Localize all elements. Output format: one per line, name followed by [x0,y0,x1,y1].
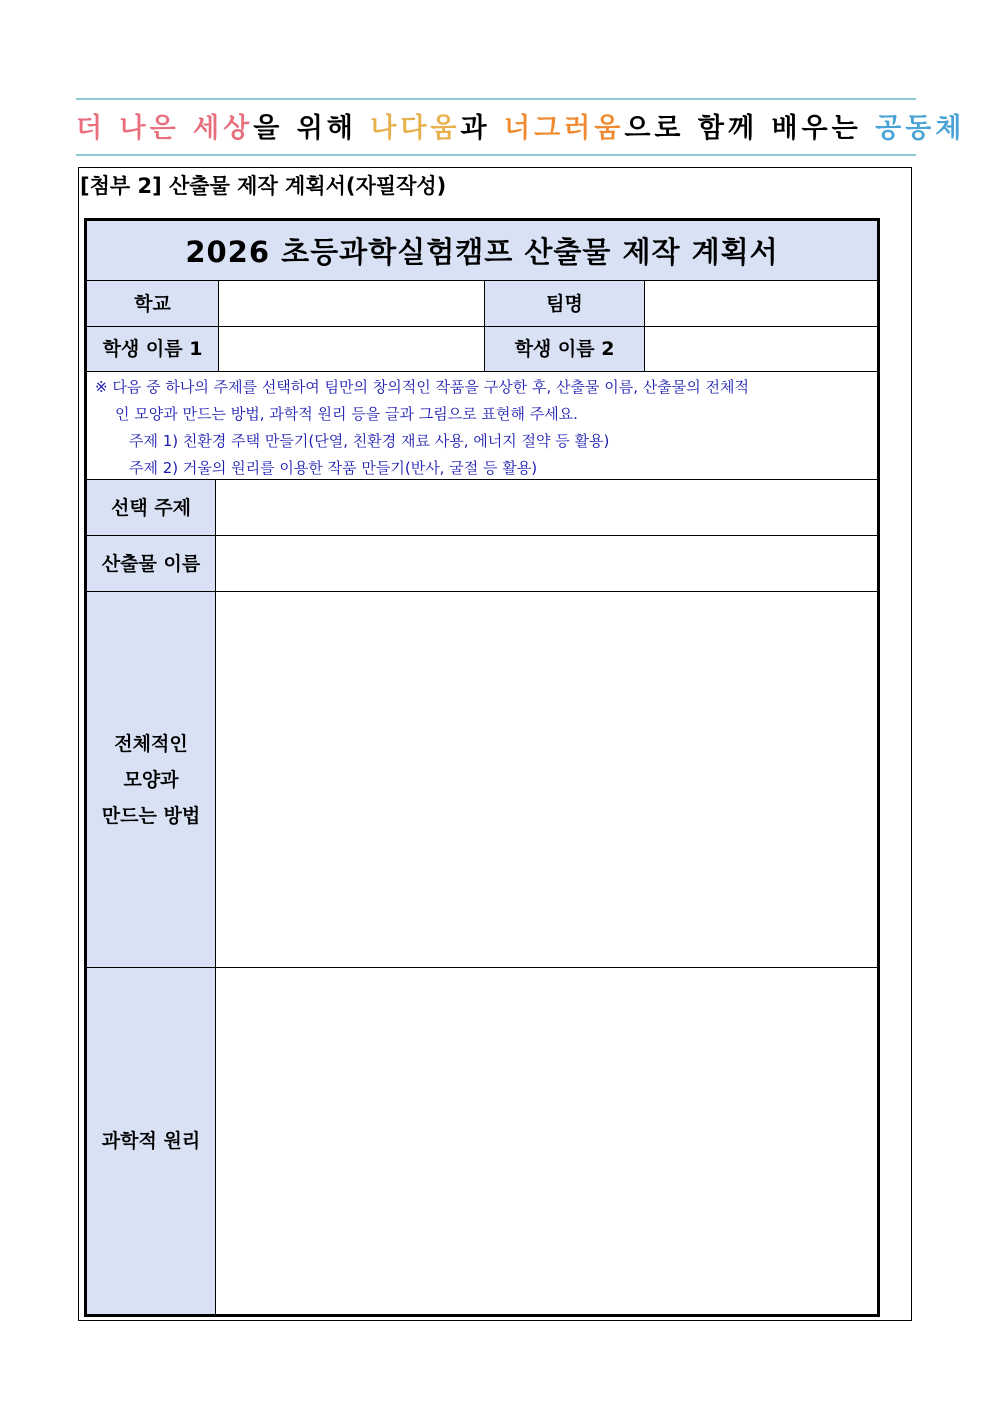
shape-method-label [86,591,216,968]
principle-field[interactable] [215,967,878,1315]
topic-field[interactable] [215,479,878,536]
attachment-title: [첨부 2] 산출물 제작 계획서(자필작성) [80,174,447,198]
shape-label-line-1: 전체적인 [114,732,188,755]
slogan [76,106,966,145]
instruction-line-1: ※ 다음 중 하나의 주제를 선택하여 팀만의 창의적인 작품을 구상한 후, 산출물 이름, 산출물의 전체적 [95,378,749,396]
school-label: 학교 [86,280,219,327]
topic-label: 선택 주제 [86,479,216,536]
slogan-bottom-rule [76,154,916,156]
slogan-part-3: 나다움 [370,113,461,144]
slogan-part-5: 너그러움 [504,113,625,144]
student2-label: 학생 이름 2 [484,326,645,372]
student1-field[interactable] [218,326,485,372]
student1-label: 학생 이름 1 [86,326,219,372]
shape-method-field[interactable] [215,591,878,968]
team-field[interactable] [644,280,878,327]
topic-1-text: 주제 1) 친환경 주택 만들기(단열, 친환경 재료 사용, 에너지 절약 등 활용) [129,432,610,450]
product-name-label: 산출물 이름 [86,535,216,592]
product-name-field[interactable] [215,535,878,592]
slogan-top-rule [76,98,916,100]
slogan-part-4: 과 [460,113,504,144]
instruction-line-2: 인 모양과 만드는 방법, 과학적 원리 등을 글과 그림으로 표현해 주세요. [115,405,578,423]
shape-label-line-2: 모양과 [123,768,179,791]
plan-form [84,218,880,1317]
school-field[interactable] [218,280,485,327]
shape-label-line-3: 만드는 방법 [101,804,201,827]
instructions-box [86,371,878,480]
slogan-part-2: 을 위해 [253,113,371,144]
student2-field[interactable] [644,326,878,372]
slogan-part-7: 공동체 [875,113,966,144]
team-label: 팀명 [484,280,645,327]
form-title: 2026 초등과학실험캠프 산출물 제작 계획서 [86,220,878,281]
topic-2-text: 주제 2) 거울의 원리를 이용한 작품 만들기(반사, 굴절 등 활용) [129,459,538,477]
principle-label: 과학적 원리 [86,967,216,1315]
slogan-part-1: 더 나은 세상 [76,113,254,144]
slogan-part-6: 으로 함께 배우는 [624,113,876,144]
